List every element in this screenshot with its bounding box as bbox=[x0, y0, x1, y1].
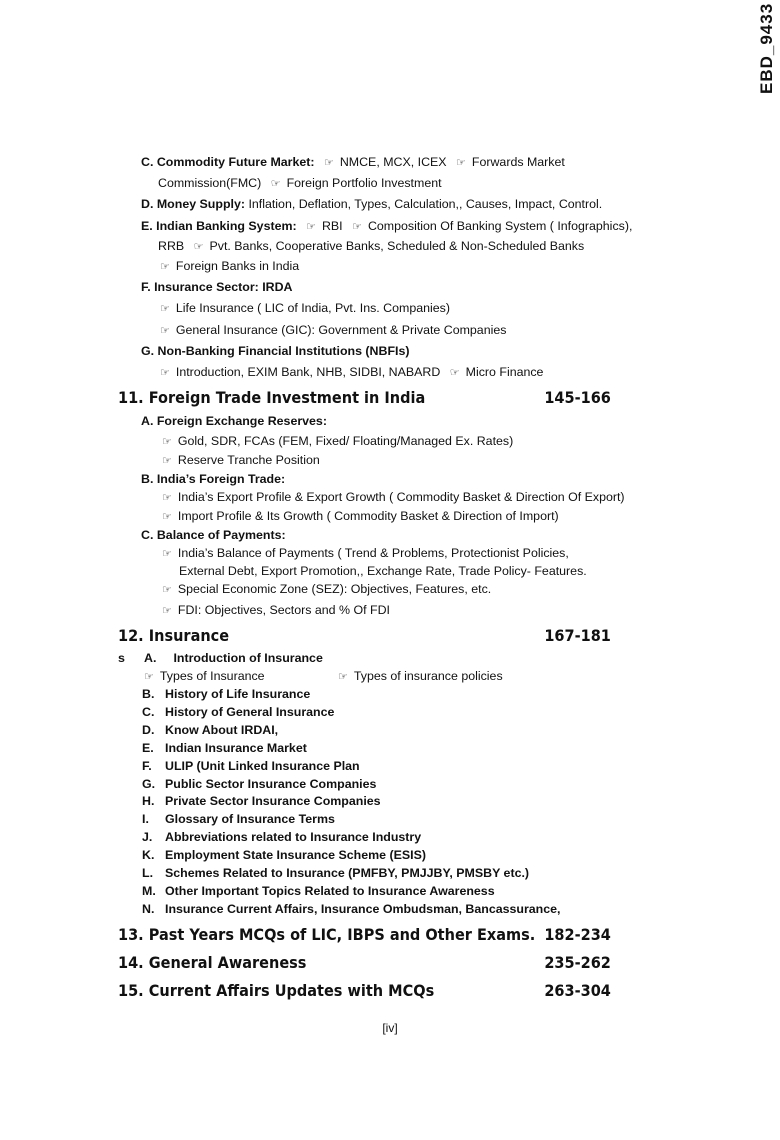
entry-title: India’s Foreign Trade: bbox=[156, 472, 286, 486]
entry-title: Schemes Related to Insurance (PMFBY, PMJJBY, PMSBY etc.) bbox=[165, 866, 530, 880]
hand-pointer-icon: ☞ bbox=[193, 241, 204, 253]
toc-entry-line bbox=[179, 563, 587, 579]
stray-mark: s bbox=[118, 651, 125, 665]
list-item bbox=[142, 686, 310, 702]
toc-entry-line bbox=[158, 258, 299, 275]
entry-label: D. bbox=[142, 722, 155, 737]
entry-title: Know About IRDAI, bbox=[165, 722, 279, 737]
entry-title: History of Life Insurance bbox=[165, 687, 311, 701]
entry-label: G. bbox=[141, 344, 155, 358]
chapter-title: 11. Foreign Trade Investment in India bbox=[118, 389, 426, 407]
hand-pointer-icon: ☞ bbox=[160, 303, 170, 315]
toc-entry-line bbox=[158, 322, 506, 339]
hand-pointer-icon: ☞ bbox=[162, 455, 172, 467]
hand-pointer-icon: ☞ bbox=[162, 605, 172, 617]
entry-item: NMCE, MCX, ICEX bbox=[339, 155, 447, 169]
entry-item: Foreign Banks in India bbox=[175, 259, 300, 273]
entry-label: L. bbox=[142, 866, 154, 880]
entry-title: Commodity Future Market: bbox=[156, 155, 315, 169]
entry-title: Foreign Exchange Reserves: bbox=[156, 414, 327, 428]
list-item bbox=[142, 722, 278, 738]
list-item bbox=[142, 829, 421, 845]
entry-item: India’s Export Profile & Export Growth ( Commodity Basket & Direction Of Export) bbox=[177, 490, 625, 504]
entry-item: General Insurance (GIC): Government & Private Companies bbox=[175, 323, 507, 337]
entry-title: Money Supply: bbox=[156, 197, 245, 211]
entry-title: Introduction of Insurance bbox=[173, 651, 323, 665]
entry-item: Pvt. Banks, Cooperative Banks, Scheduled & Non-Scheduled Banks bbox=[209, 239, 585, 253]
hand-pointer-icon: ☞ bbox=[160, 261, 170, 273]
entry-label: M. bbox=[142, 883, 156, 898]
hand-pointer-icon: ☞ bbox=[306, 221, 316, 233]
entry-text: Inflation, Deflation, Types, Calculation,, Causes, Impact, Control. bbox=[248, 197, 603, 211]
entry-item: Composition Of Banking System ( Infographics), bbox=[367, 219, 633, 233]
entry-title: Abbreviations related to Insurance Industry bbox=[165, 830, 422, 845]
page-number: [iv] bbox=[382, 1021, 398, 1035]
toc-entry-line bbox=[160, 508, 559, 525]
toc-entry-line bbox=[142, 668, 265, 685]
entry-title: Insurance Sector: IRDA bbox=[154, 280, 293, 294]
entry-label: A. bbox=[144, 651, 157, 665]
hand-pointer-icon: ☞ bbox=[160, 367, 170, 379]
toc-entry-line bbox=[158, 175, 442, 192]
entry-item: Commission(FMC) bbox=[158, 176, 262, 190]
toc-entry-insurance-sector bbox=[141, 279, 293, 295]
entry-label: H. bbox=[142, 794, 155, 809]
toc-entry-line bbox=[160, 602, 390, 619]
side-code: EBD_9433 bbox=[757, 2, 776, 94]
entry-item: External Debt, Export Promotion,, Exchange Rate, Trade Policy- Features. bbox=[179, 564, 587, 578]
entry-label: D. bbox=[141, 197, 154, 211]
entry-label: G. bbox=[142, 776, 156, 791]
entry-label: F. bbox=[141, 280, 151, 294]
entry-label: J. bbox=[142, 830, 153, 845]
hand-pointer-icon: ☞ bbox=[162, 511, 172, 523]
toc-entry-line bbox=[160, 489, 625, 506]
entry-title: Non-Banking Financial Institutions (NBFIs) bbox=[157, 344, 410, 358]
toc-entry-money bbox=[141, 196, 602, 212]
list-item bbox=[142, 758, 360, 774]
hand-pointer-icon: ☞ bbox=[449, 367, 460, 379]
entry-item: RBI bbox=[321, 219, 343, 233]
entry-item: FDI: Objectives, Sectors and % Of FDI bbox=[177, 603, 390, 617]
entry-title: Private Sector Insurance Companies bbox=[165, 794, 381, 809]
toc-entry-foreign-trade bbox=[141, 471, 285, 487]
entry-title: ULIP (Unit Linked Insurance Plan bbox=[165, 758, 360, 773]
entry-item: Introduction, EXIM Bank, NHB, SIDBI, NABARD bbox=[175, 365, 441, 379]
toc-entry-line bbox=[160, 581, 491, 598]
toc-entry-commodity bbox=[141, 154, 565, 171]
hand-pointer-icon: ☞ bbox=[162, 548, 172, 560]
entry-label: B. bbox=[142, 687, 155, 701]
list-item bbox=[142, 793, 381, 809]
entry-item: India’s Balance of Payments ( Trend & Problems, Protectionist Policies, bbox=[177, 546, 569, 560]
hand-pointer-icon: ☞ bbox=[144, 671, 154, 683]
toc-entry-line bbox=[160, 433, 513, 450]
entry-item: Reserve Tranche Position bbox=[177, 453, 320, 467]
entry-label: E. bbox=[141, 219, 153, 233]
entry-label: K. bbox=[142, 848, 155, 863]
toc-entry-line bbox=[336, 668, 503, 685]
hand-pointer-icon: ☞ bbox=[162, 436, 172, 448]
list-item bbox=[142, 740, 307, 756]
entry-item: Foreign Portfolio Investment bbox=[286, 176, 442, 190]
chapter-title: 12. Insurance bbox=[118, 627, 230, 645]
entry-title: Insurance Current Affairs, Insurance Ombudsman, Bancassurance, bbox=[165, 901, 561, 916]
entry-title: Balance of Payments: bbox=[156, 528, 286, 542]
entry-item: Types of Insurance bbox=[159, 669, 265, 683]
entry-label: A. bbox=[141, 414, 154, 428]
entry-title: History of General Insurance bbox=[165, 704, 335, 719]
entry-label: B. bbox=[141, 472, 154, 486]
list-item bbox=[142, 901, 560, 917]
entry-title: Indian Banking System: bbox=[156, 219, 297, 233]
entry-item: Life Insurance ( LIC of India, Pvt. Ins. Companies) bbox=[175, 301, 450, 315]
entry-label: I. bbox=[142, 812, 149, 827]
chapter-pages: 263-304 bbox=[544, 982, 611, 1000]
chapter-pages: 182-234 bbox=[544, 926, 611, 944]
entry-label: C. bbox=[141, 155, 154, 169]
entry-title: Indian Insurance Market bbox=[165, 740, 307, 755]
hand-pointer-icon: ☞ bbox=[456, 157, 466, 169]
toc-entry-line bbox=[158, 300, 450, 317]
list-item bbox=[142, 704, 334, 720]
chapter-pages: 145-166 bbox=[544, 389, 611, 407]
hand-pointer-icon: ☞ bbox=[160, 325, 170, 337]
toc-entry-intro-insurance bbox=[144, 650, 323, 666]
list-item bbox=[142, 883, 495, 899]
toc-entry-line bbox=[158, 364, 543, 381]
entry-item: Import Profile & Its Growth ( Commodity Basket & Direction of Import) bbox=[177, 509, 559, 523]
hand-pointer-icon: ☞ bbox=[270, 178, 281, 190]
entry-title: Public Sector Insurance Companies bbox=[165, 776, 377, 791]
entry-label: N. bbox=[142, 901, 155, 916]
entry-item: RRB bbox=[158, 239, 185, 253]
toc-entry-bop bbox=[141, 527, 286, 543]
entry-title: Glossary of Insurance Terms bbox=[165, 812, 335, 827]
entry-item: Forwards Market bbox=[471, 155, 565, 169]
entry-item: Special Economic Zone (SEZ): Objectives, Features, etc. bbox=[177, 582, 492, 596]
toc-entry-forex bbox=[141, 413, 327, 429]
entry-title: Other Important Topics Related to Insurance Awareness bbox=[165, 883, 495, 898]
entry-item: Types of insurance policies bbox=[353, 669, 503, 683]
hand-pointer-icon: ☞ bbox=[162, 492, 172, 504]
hand-pointer-icon: ☞ bbox=[162, 584, 172, 596]
toc-entry-banking bbox=[141, 218, 632, 235]
chapter-title: 13. Past Years MCQs of LIC, IBPS and Other Exams. bbox=[118, 926, 536, 944]
list-item bbox=[142, 865, 529, 881]
entry-item: Gold, SDR, FCAs (FEM, Fixed/ Floating/Managed Ex. Rates) bbox=[177, 434, 514, 448]
entry-item: Micro Finance bbox=[465, 365, 544, 379]
chapter-pages: 167-181 bbox=[544, 627, 611, 645]
entry-label: F. bbox=[142, 758, 152, 773]
list-item bbox=[142, 776, 376, 792]
hand-pointer-icon: ☞ bbox=[338, 671, 348, 683]
chapter-title: 14. General Awareness bbox=[118, 954, 307, 972]
toc-entry-line bbox=[160, 545, 569, 562]
toc-entry-line bbox=[160, 452, 320, 469]
toc-entry-line bbox=[158, 238, 584, 255]
hand-pointer-icon: ☞ bbox=[352, 221, 362, 233]
chapter-pages: 235-262 bbox=[544, 954, 611, 972]
entry-label: C. bbox=[141, 528, 154, 542]
entry-label: C. bbox=[142, 704, 155, 719]
list-item bbox=[142, 811, 335, 827]
hand-pointer-icon: ☞ bbox=[323, 157, 334, 169]
list-item bbox=[142, 847, 426, 863]
toc-entry-nbfi bbox=[141, 343, 410, 359]
entry-title: Employment State Insurance Scheme (ESIS) bbox=[165, 848, 426, 863]
entry-label: E. bbox=[142, 740, 154, 755]
chapter-title: 15. Current Affairs Updates with MCQs bbox=[118, 982, 435, 1000]
